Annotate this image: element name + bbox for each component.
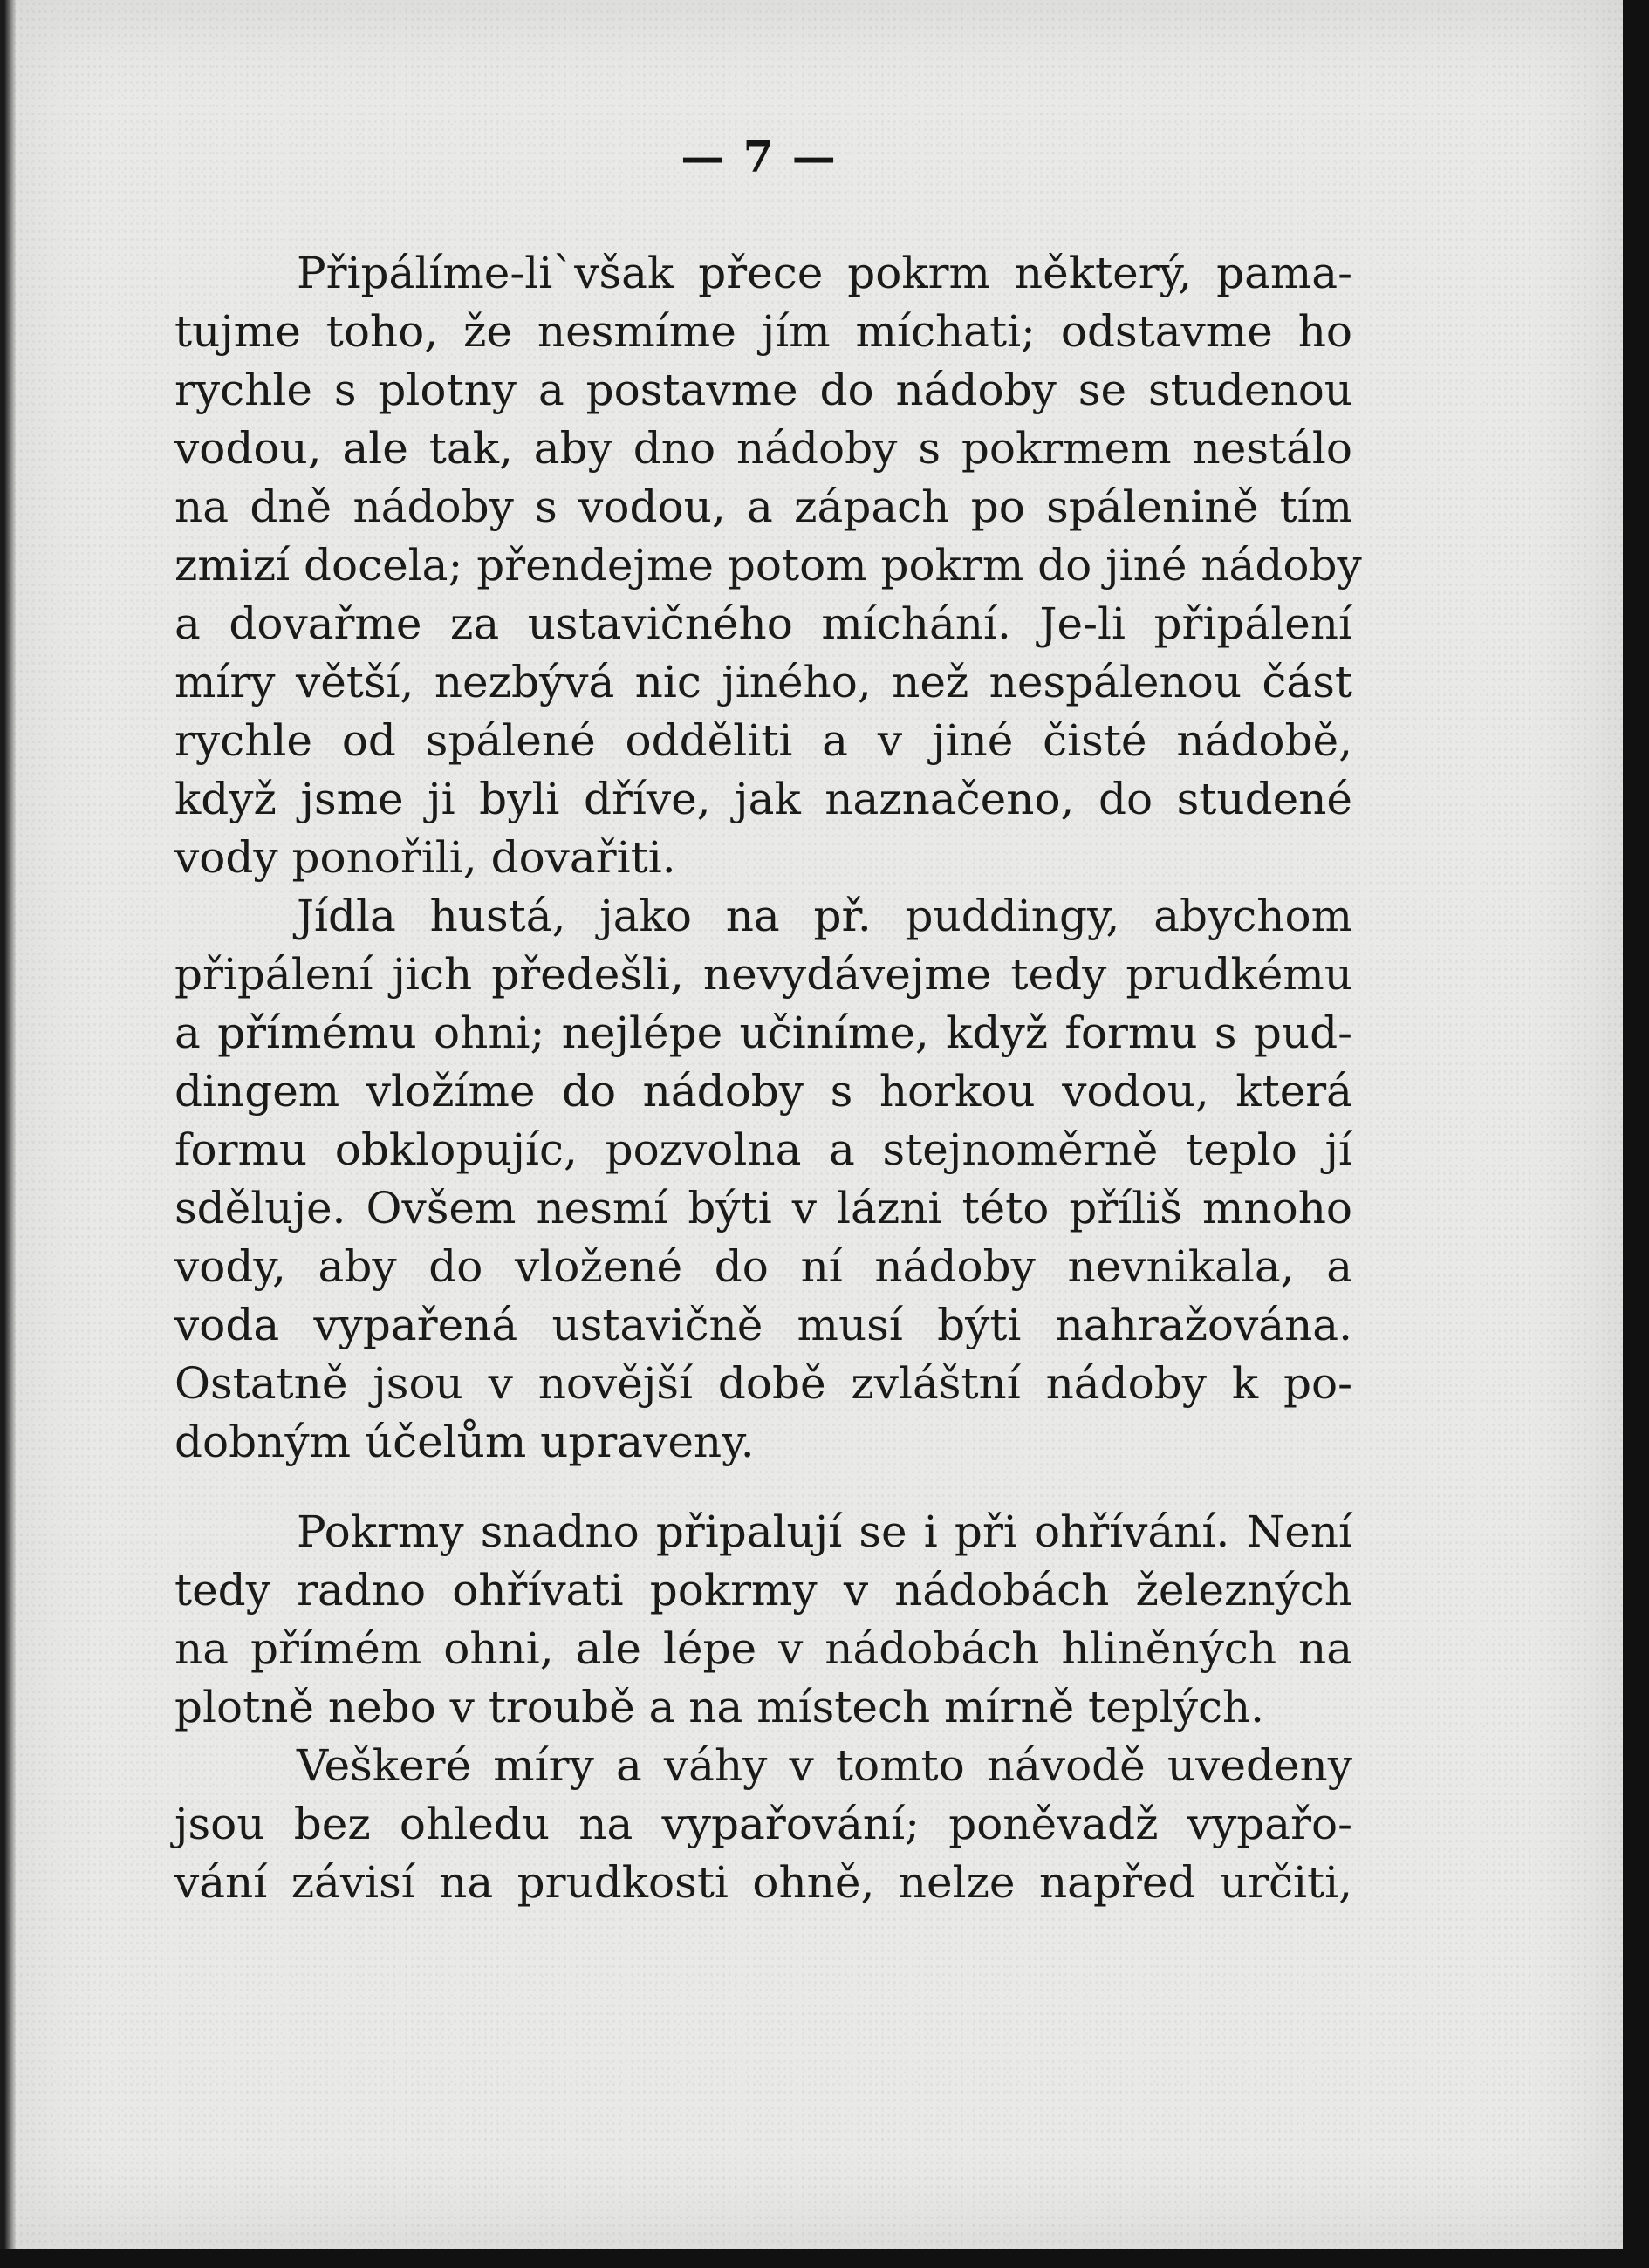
text-line: sděluje. Ovšem nesmí býti v lázni této příliš mnoho: [174, 1183, 1352, 1233]
text-line: vodou, ale tak, aby dno nádoby s pokrmem nestálo: [174, 423, 1352, 474]
text-line: rychle od spálené odděliti a v jiné čisté nádobě,: [174, 715, 1352, 766]
text-line: zmizí docela; přendejme potom pokrm do jiné nádoby: [174, 540, 1362, 591]
text-line: Ostatně jsou v novější době zvláštní nádoby k po-: [174, 1358, 1352, 1409]
text-line: připálení jich předešli, nevydávejme tedy prudkému: [174, 949, 1352, 1000]
body-text: [174, 244, 1362, 1912]
text-line: míry větší, nezbývá nic jiného, než nespálenou část: [174, 657, 1352, 707]
scan-border-right: [1623, 0, 1649, 2268]
scan-border-bottom: [0, 2249, 1649, 2268]
text-line: tujme toho, že nesmíme jím míchati; odstavme ho: [174, 306, 1352, 357]
binding-edge: [0, 0, 16, 2249]
text-line: když jsme ji byli dříve, jak naznačeno, do studené: [174, 774, 1352, 824]
text-line: a dovařme za ustavičného míchání. Je-li připálení: [174, 598, 1352, 649]
text-line: vody, aby do vložené do ní nádoby nevnikala, a: [174, 1241, 1352, 1292]
text-line: formu obklopujíc, pozvolna a stejnoměrně teplo jí: [174, 1124, 1352, 1175]
text-line: plotně nebo v troubě a na místech mírně teplých.: [174, 1682, 1265, 1732]
text-line: na dně nádoby s vodou, a zápach po spálenině tím: [174, 482, 1352, 532]
text-line: vody ponořili, dovařiti.: [174, 832, 676, 883]
text-line: dingem vložíme do nádoby s horkou vodou, která: [174, 1066, 1352, 1117]
text-line: dobným účelům upraveny.: [174, 1417, 755, 1467]
text-line: voda vypařená ustavičně musí býti nahražována.: [174, 1300, 1352, 1350]
text-line: a přímému ohni; nejlépe učiníme, když formu s pud-: [174, 1008, 1352, 1058]
text-line: Připálíme-li`však přece pokrm některý, pama-: [297, 248, 1352, 298]
paragraph: [174, 1737, 1352, 1912]
paragraph: [174, 244, 1362, 887]
text-line: Veškeré míry a váhy v tomto návodě uvedeny: [297, 1740, 1352, 1791]
paragraph: [174, 887, 1352, 1472]
text-line: Pokrmy snadno připalují se i při ohřívání. Není: [297, 1506, 1352, 1557]
text-line: na přímém ohni, ale lépe v nádobách hliněných na: [174, 1623, 1352, 1674]
text-line: Jídla hustá, jako na př. puddingy, abychom: [297, 891, 1352, 941]
text-line: vání závisí na prudkosti ohně, nelze napřed určiti,: [174, 1857, 1352, 1908]
page-number: — 7 —: [681, 131, 838, 182]
paragraph: [174, 1503, 1352, 1737]
text-line: tedy radno ohřívati pokrmy v nádobách železných: [174, 1565, 1352, 1616]
text-line: jsou bez ohledu na vypařování; poněvadž vypařo-: [174, 1799, 1352, 1849]
text-line: rychle s plotny a postavme do nádoby se studenou: [174, 365, 1352, 415]
